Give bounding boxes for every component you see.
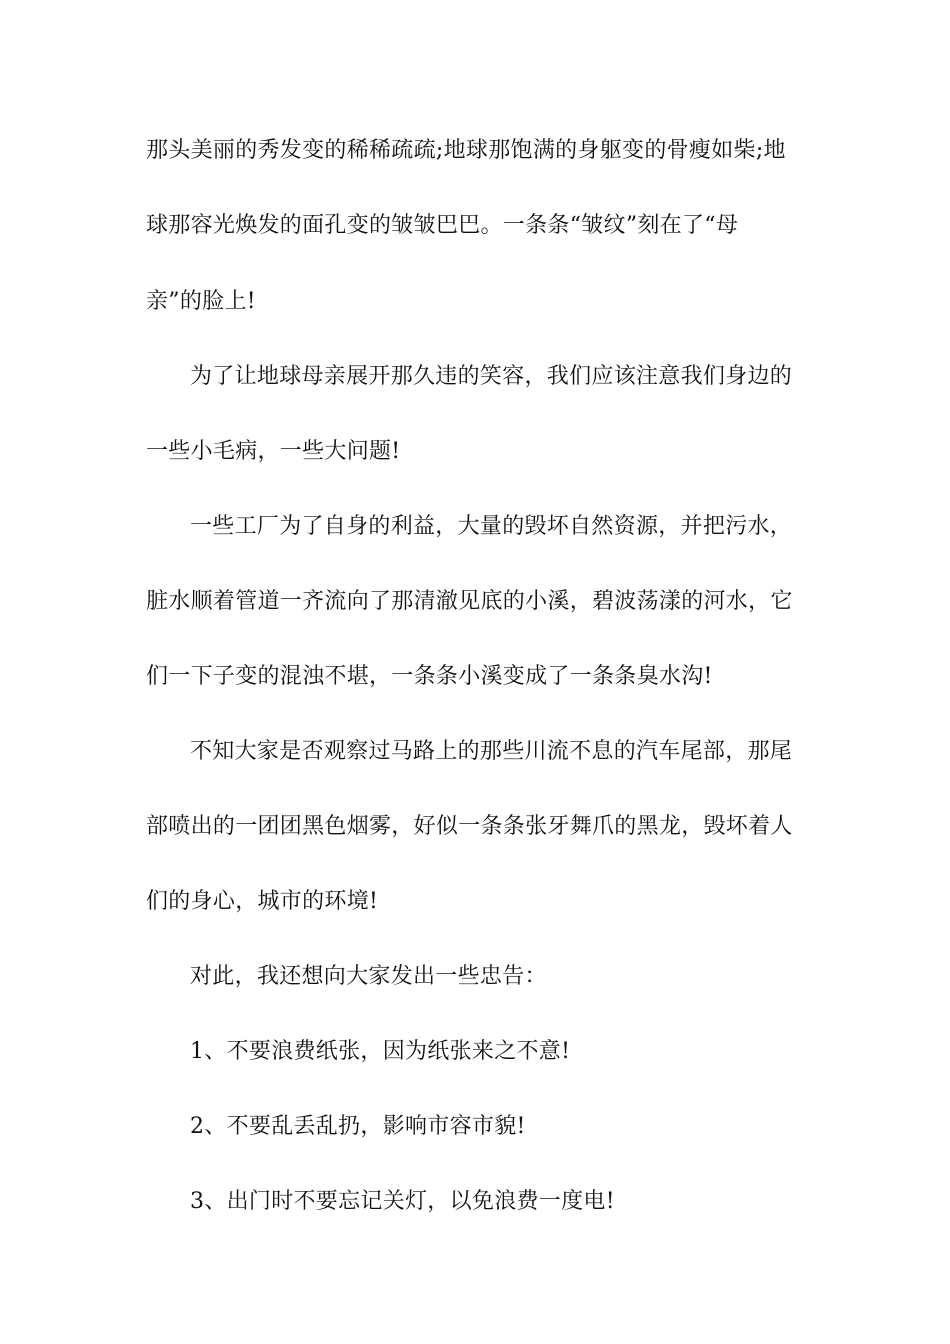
text-line: 球那容光焕发的面孔变的皱皱巴巴。一条条“皱纹”刻在了“母 — [146, 213, 739, 238]
paragraph-first-line: 为了让地球母亲展开那久违的笑容，我们应该注意我们身边的 — [190, 364, 793, 389]
text-line: 一些小毛病，一些大问题! — [146, 439, 401, 464]
list-item: 1、不要浪费纸张，因为纸张来之不意! — [190, 1039, 571, 1064]
paragraph-first-line: 对此，我还想向大家发出一些忠告： — [190, 964, 547, 989]
text-line: 亲”的脸上! — [146, 289, 256, 314]
paragraph-first-line: 一些工厂为了自身的利益，大量的毁坏自然资源，并把污水， — [190, 514, 793, 539]
text-line: 那头美丽的秀发变的稀稀疏疏;地球那饱满的身躯变的骨瘦如柴;地 — [146, 138, 786, 163]
text-line: 脏水顺着管道一齐流向了那清澈见底的小溪，碧波荡漾的河水，它 — [146, 589, 793, 614]
list-item: 3、出门时不要忘记关灯，以免浪费一度电! — [190, 1189, 615, 1214]
paragraph-first-line: 不知大家是否观察过马路上的那些川流不息的汽车尾部，那尾 — [190, 739, 793, 764]
text-line: 们一下子变的混浊不堪，一条条小溪变成了一条条臭水沟! — [146, 664, 713, 689]
text-line: 部喷出的一团团黑色烟雾，好似一条条张牙舞爪的黑龙，毁坏着人 — [146, 814, 793, 839]
list-item: 2、不要乱丢乱扔，影响市容市貌! — [190, 1114, 526, 1139]
text-line: 们的身心，城市的环境! — [146, 889, 379, 914]
